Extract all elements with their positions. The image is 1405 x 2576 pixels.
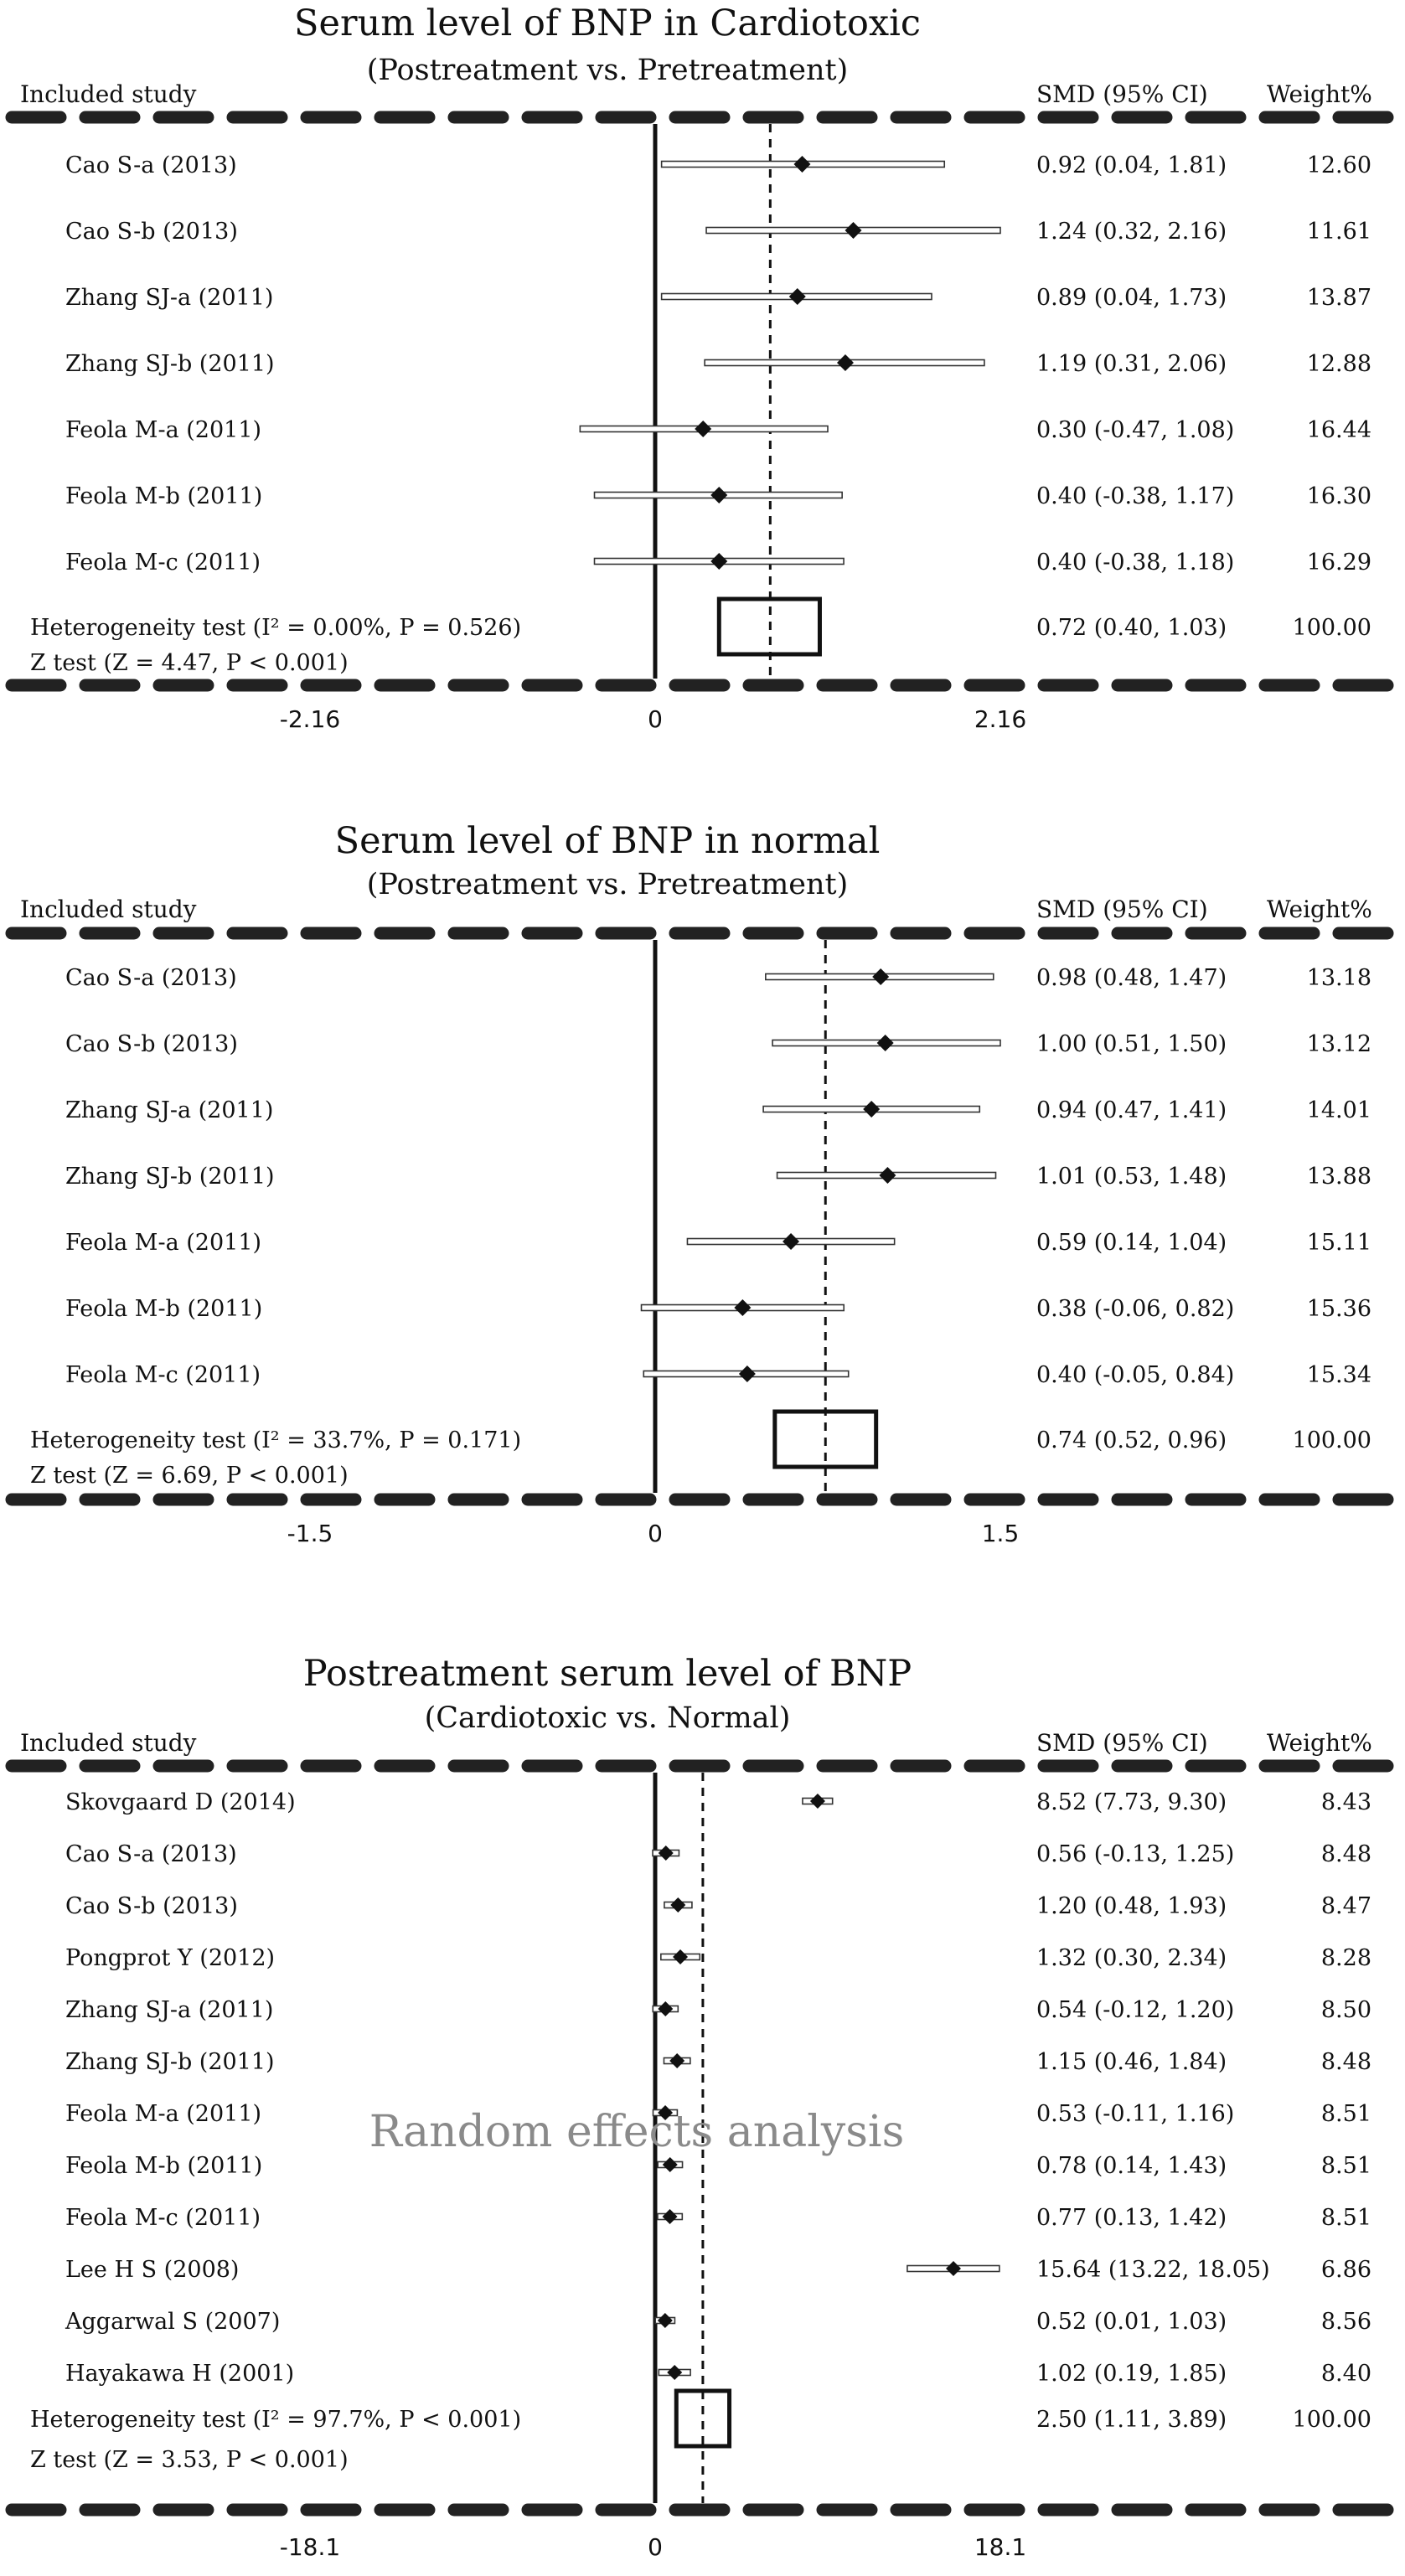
effect-size-diamond [946,2261,961,2276]
effect-size-diamond [673,1949,688,1964]
weight-value: 11.61 [1306,219,1371,245]
weight-value: 6.86 [1320,2257,1371,2283]
x-tick-label: -1.5 [287,1520,333,1547]
weight-value: 8.56 [1320,2309,1371,2335]
heterogeneity-test: Heterogeneity test (I² = 0.00%, P = 0.526) [30,615,522,641]
weight-value: 8.48 [1320,2049,1371,2075]
smd-ci-value: 1.15 (0.46, 1.84) [1036,2049,1227,2075]
effect-size-diamond [739,1365,756,1382]
study-name: Feola M-b (2011) [65,1296,263,1322]
weight-value: 8.28 [1320,1945,1371,1971]
smd-ci-value: 0.40 (-0.38, 1.18) [1036,550,1235,576]
z-test: Z test (Z = 4.47, P < 0.001) [30,650,349,676]
study-name: Feola M-a (2011) [65,2101,262,2127]
study-name: Zhang SJ-b (2011) [65,1164,275,1190]
weight-value: 13.12 [1306,1031,1371,1057]
chart-title: Serum level of BNP in normal [334,820,881,862]
weight-value: 12.88 [1306,351,1371,377]
smd-ci-value: 0.54 (-0.12, 1.20) [1036,1997,1235,2023]
weight-value: 8.50 [1320,1997,1371,2023]
pooled-smd-ci-value: 0.72 (0.40, 1.03) [1036,615,1227,641]
study-name: Feola M-b (2011) [65,2153,263,2179]
column-header-weight: Weight% [1267,896,1372,923]
chart-title: Postreatment serum level of BNP [302,1653,912,1695]
smd-ci-value: 0.40 (-0.05, 0.84) [1036,1362,1235,1388]
weight-value: 8.51 [1320,2101,1371,2127]
study-name: Zhang SJ-b (2011) [65,351,275,377]
study-name: Cao S-a (2013) [65,152,237,178]
pooled-smd-ci-value: 2.50 (1.11, 3.89) [1036,2407,1227,2433]
column-header-weight: Weight% [1267,80,1372,108]
weight-value: 16.44 [1306,417,1371,443]
study-name: Hayakawa H (2001) [65,2361,295,2387]
chart-subtitle: (Postreatment vs. Pretreatment) [366,868,849,901]
smd-ci-value: 1.00 (0.51, 1.50) [1036,1031,1227,1057]
weight-value: 8.51 [1320,2205,1371,2231]
x-tick-label: 0 [648,705,663,733]
effect-size-diamond [658,2001,673,2016]
smd-ci-value: 0.38 (-0.06, 0.82) [1036,1296,1235,1322]
smd-ci-value: 1.02 (0.19, 1.85) [1036,2361,1227,2387]
watermark-text: Random effects analysis [369,2107,905,2157]
effect-size-diamond [872,968,889,985]
smd-ci-value: 0.53 (-0.11, 1.16) [1036,2101,1235,2127]
effect-size-diamond [663,2157,678,2172]
weight-value: 8.51 [1320,2153,1371,2179]
smd-ci-value: 1.20 (0.48, 1.93) [1036,1893,1227,1919]
column-header-smd: SMD (95% CI) [1036,80,1208,108]
effect-size-diamond [810,1794,825,1809]
weight-value: 16.30 [1306,483,1371,509]
smd-ci-value: 0.89 (0.04, 1.73) [1036,285,1227,311]
effect-size-diamond [845,222,862,239]
effect-size-diamond [734,1299,751,1316]
weight-value: 15.34 [1306,1362,1371,1388]
smd-ci-value: 0.77 (0.13, 1.42) [1036,2205,1227,2231]
effect-size-diamond [658,2313,673,2328]
study-name: Feola M-c (2011) [65,2205,261,2231]
study-name: Cao S-a (2013) [65,965,237,991]
study-name: Feola M-c (2011) [65,1362,261,1388]
weight-value: 13.88 [1306,1164,1371,1190]
smd-ci-value: 0.52 (0.01, 1.03) [1036,2309,1227,2335]
weight-value: 12.60 [1306,152,1371,178]
z-test: Z test (Z = 6.69, P < 0.001) [30,1463,349,1489]
effect-size-diamond [667,2365,682,2380]
pooled-weight-value: 100.00 [1292,1427,1371,1453]
effect-size-diamond [793,156,810,173]
study-name: Cao S-b (2013) [65,1031,238,1057]
weight-value: 8.43 [1320,1789,1371,1815]
x-tick-label: 18.1 [974,2533,1027,2561]
weight-value: 15.36 [1306,1296,1371,1322]
pooled-weight-value: 100.00 [1292,2407,1371,2433]
smd-ci-value: 0.40 (-0.38, 1.17) [1036,483,1235,509]
smd-ci-value: 0.94 (0.47, 1.41) [1036,1097,1227,1123]
study-name: Lee H S (2008) [65,2257,240,2283]
weight-value: 13.87 [1306,285,1371,311]
effect-size-diamond [783,1233,799,1250]
x-tick-label: 1.5 [981,1520,1020,1547]
column-header-study: Included study [20,1729,197,1757]
effect-size-diamond [670,1897,685,1913]
weight-value: 15.11 [1306,1230,1371,1256]
heterogeneity-test: Heterogeneity test (I² = 97.7%, P < 0.001) [30,2407,522,2433]
effect-size-diamond [695,421,711,437]
smd-ci-value: 15.64 (13.22, 18.05) [1036,2257,1270,2283]
study-name: Feola M-c (2011) [65,550,261,576]
effect-size-diamond [659,1846,674,1861]
column-header-study: Included study [20,896,197,923]
smd-ci-value: 1.32 (0.30, 2.34) [1036,1945,1227,1971]
z-test: Z test (Z = 3.53, P < 0.001) [30,2447,349,2473]
smd-ci-value: 0.78 (0.14, 1.43) [1036,2153,1227,2179]
smd-ci-value: 0.56 (-0.13, 1.25) [1036,1841,1235,1867]
chart-subtitle: (Cardiotoxic vs. Normal) [424,1701,791,1735]
weight-value: 14.01 [1306,1097,1371,1123]
pooled-smd-ci-value: 0.74 (0.52, 0.96) [1036,1427,1227,1453]
pooled-weight-value: 100.00 [1292,615,1371,641]
smd-ci-value: 0.30 (-0.47, 1.08) [1036,417,1235,443]
study-name: Feola M-b (2011) [65,483,263,509]
x-tick-label: 0 [648,1520,663,1547]
study-name: Aggarwal S (2007) [65,2309,281,2335]
study-name: Zhang SJ-a (2011) [65,1097,274,1123]
x-tick-label: -2.16 [279,705,341,733]
study-name: Feola M-a (2011) [65,1230,262,1256]
column-header-smd: SMD (95% CI) [1036,1729,1208,1757]
study-name: Feola M-a (2011) [65,417,262,443]
effect-size-diamond [877,1035,894,1051]
weight-value: 8.48 [1320,1841,1371,1867]
study-name: Pongprot Y (2012) [65,1945,276,1971]
effect-size-diamond [837,354,854,371]
chart-title: Serum level of BNP in Cardiotoxic [294,3,921,44]
study-name: Zhang SJ-a (2011) [65,285,274,311]
column-header-smd: SMD (95% CI) [1036,896,1208,923]
study-name: Cao S-b (2013) [65,219,238,245]
smd-ci-value: 0.92 (0.04, 1.81) [1036,152,1227,178]
column-header-study: Included study [20,80,197,108]
weight-value: 16.29 [1306,550,1371,576]
smd-ci-value: 1.19 (0.31, 2.06) [1036,351,1227,377]
smd-ci-value: 1.01 (0.53, 1.48) [1036,1164,1227,1190]
study-name: Zhang SJ-b (2011) [65,2049,275,2075]
smd-ci-value: 0.59 (0.14, 1.04) [1036,1230,1227,1256]
effect-size-diamond [669,2053,684,2068]
study-name: Cao S-a (2013) [65,1841,237,1867]
weight-value: 13.18 [1306,965,1371,991]
effect-size-diamond [663,2209,678,2224]
study-name: Cao S-b (2013) [65,1893,238,1919]
effect-size-diamond [789,288,806,305]
effect-size-diamond [710,553,727,570]
smd-ci-value: 1.24 (0.32, 2.16) [1036,219,1227,245]
x-tick-label: 2.16 [974,705,1027,733]
smd-ci-value: 0.98 (0.48, 1.47) [1036,965,1227,991]
x-tick-label: 0 [648,2533,663,2561]
chart-subtitle: (Postreatment vs. Pretreatment) [366,54,849,87]
effect-size-diamond [863,1101,880,1118]
x-tick-label: -18.1 [279,2533,341,2561]
study-name: Zhang SJ-a (2011) [65,1997,274,2023]
weight-value: 8.47 [1320,1893,1371,1919]
study-name: Skovgaard D (2014) [65,1789,296,1815]
smd-ci-value: 8.52 (7.73, 9.30) [1036,1789,1227,1815]
weight-value: 8.40 [1320,2361,1371,2387]
column-header-weight: Weight% [1267,1729,1372,1757]
effect-size-diamond [710,487,727,503]
effect-size-diamond [879,1167,896,1184]
heterogeneity-test: Heterogeneity test (I² = 33.7%, P = 0.171) [30,1427,522,1453]
